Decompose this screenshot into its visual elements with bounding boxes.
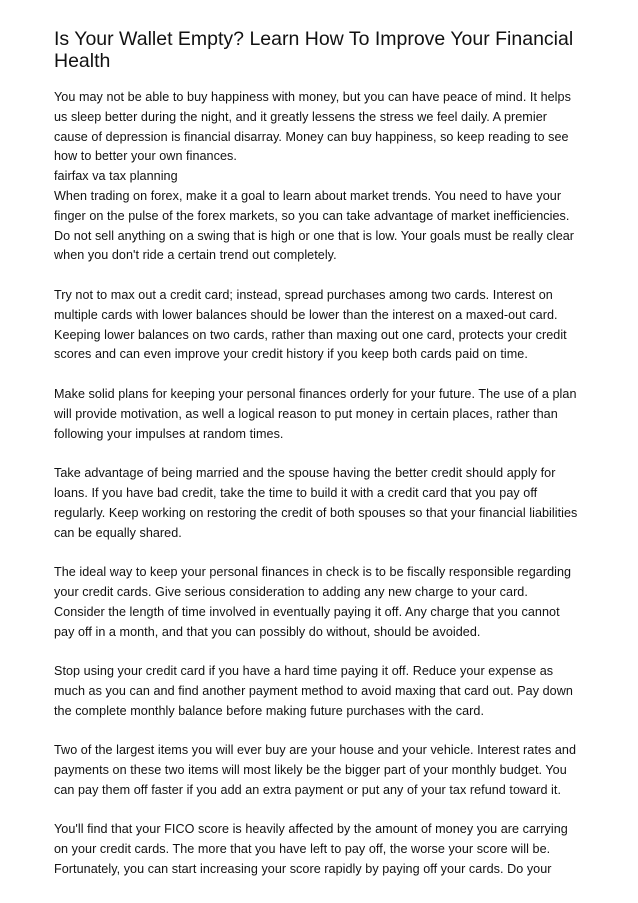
text-line: scores and can even improve your credit history if you keep both cards paid on time. <box>54 347 528 362</box>
text-line: Consider the length of time involved in eventually paying it off. Any charge that you cannot <box>54 604 560 619</box>
text-line: cause of depression is financial disarray. Money can buy happiness, so keep reading to see <box>54 129 569 144</box>
text-line: your credit cards. Give serious consideration to adding any new charge to your card. <box>54 584 528 599</box>
text-line: Two of the largest items you will ever buy are your house and your vehicle. Interest rates and <box>54 743 577 758</box>
text-line: pay off in a month, and that you can possibly do without, should be avoided. <box>54 624 481 639</box>
text-line: Do not sell anything on a swing that is high or one that is low. Your goals must be really clear <box>54 228 575 243</box>
document-title <box>54 28 590 72</box>
text-line: can be equally shared. <box>54 525 182 540</box>
paragraph-credit-cards <box>54 286 590 365</box>
text-line: us sleep better during the night, and it greatly lessens the stress we feel daily. A premier <box>54 109 547 124</box>
text-line: much as you can and find another payment method to avoid maxing that card out. Pay down <box>54 683 573 698</box>
text-line: multiple cards with lower balances should be lower than the interest on a maxed-out card. <box>54 307 558 322</box>
title-line: Health <box>54 50 111 72</box>
text-line: loans. If you have bad credit, take the time to build it with a credit card that you pay off <box>54 485 538 500</box>
document-page <box>54 28 590 880</box>
text-line: Fortunately, you can start increasing your score rapidly by paying off your cards. Do your <box>54 862 552 877</box>
text-line: when you don't ride a certain trend out completely. <box>54 248 337 263</box>
text-line: finger on the pulse of the forex markets, so you can take advantage of market inefficiencies. <box>54 208 570 223</box>
text-line: payments on these two items will most likely be the bigger part of your monthly budget. You <box>54 763 567 778</box>
text-line: The ideal way to keep your personal finances in check is to be fiscally responsible regarding <box>54 565 572 580</box>
text-line: following your impulses at random times. <box>54 426 284 441</box>
paragraph-forex <box>54 187 590 266</box>
text-line: regularly. Keep working on restoring the credit of both spouses so that your financial liabilities <box>54 505 578 520</box>
paragraph-intro <box>54 88 590 167</box>
text-line: Make solid plans for keeping your personal finances orderly for your future. The use of a plan <box>54 386 577 401</box>
paragraph-fiscal <box>54 563 590 642</box>
paragraph-plans <box>54 385 590 444</box>
text-line: Take advantage of being married and the spouse having the better credit should apply for <box>54 466 556 481</box>
paragraph-married <box>54 464 590 543</box>
keyword-text: fairfax va tax planning <box>54 169 178 184</box>
text-line: You'll find that your FICO score is heavily affected by the amount of money you are carrying <box>54 822 568 837</box>
text-line: how to better your own finances. <box>54 149 237 164</box>
text-line: When trading on forex, make it a goal to learn about market trends. You need to have your <box>54 188 562 203</box>
text-line: on your credit cards. The more that you have left to pay off, the worse your score will be. <box>54 842 551 857</box>
text-line: You may not be able to buy happiness with money, but you can have peace of mind. It helps <box>54 90 571 104</box>
paragraph-stop-using <box>54 662 590 721</box>
text-line: Keeping lower balances on two cards, rather than maxing out one card, protects your credit <box>54 327 567 342</box>
text-line: will provide motivation, as well a logical reason to put money in certain places, rather than <box>54 406 558 421</box>
paragraph-fico <box>54 820 590 879</box>
text-line: Stop using your credit card if you have a hard time paying it off. Reduce your expense as <box>54 664 554 679</box>
text-line: the complete monthly balance before making future purchases with the card. <box>54 703 485 718</box>
keyword-line <box>54 167 590 187</box>
text-line: can pay them off faster if you add an extra payment or put any of your tax refund toward it. <box>54 782 561 797</box>
paragraph-house-vehicle <box>54 741 590 800</box>
text-line: Try not to max out a credit card; instead, spread purchases among two cards. Interest on <box>54 287 553 302</box>
title-line: Is Your Wallet Empty? Learn How To Improve Your Financial <box>54 28 574 50</box>
